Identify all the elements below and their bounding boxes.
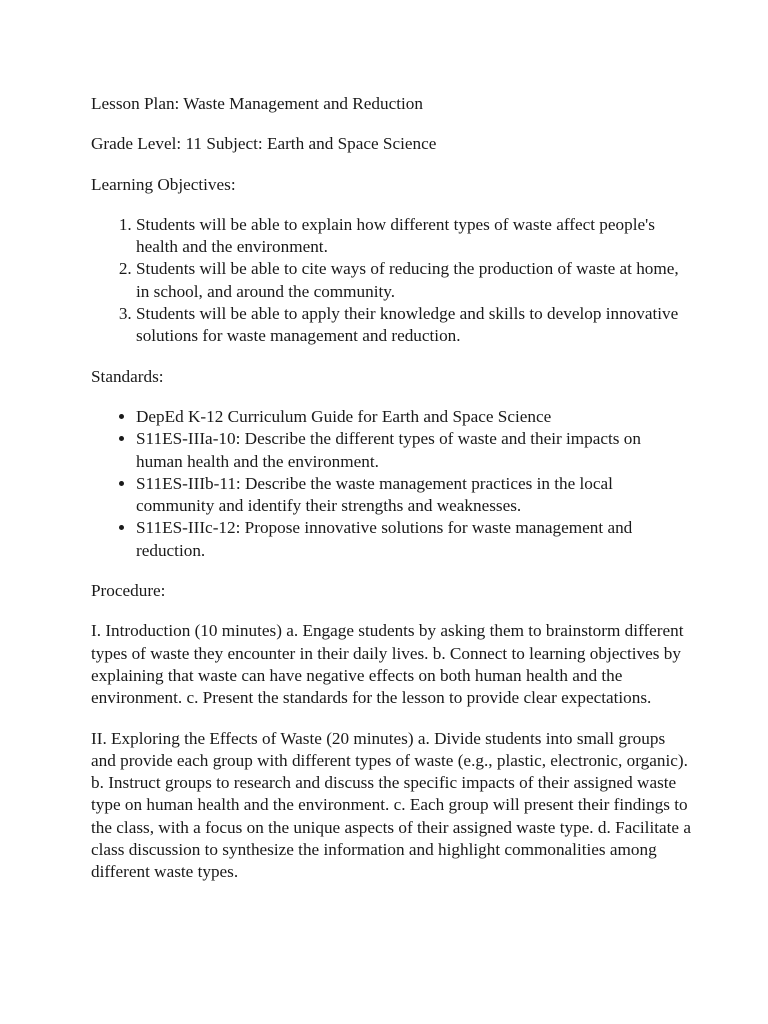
list-item: • DepEd K-12 Curriculum Guide for Earth and Space Science: [136, 406, 691, 428]
procedure-introduction: I. Introduction (10 minutes) a. Engage students by asking them to brainstorm different types of waste they encounter in their daily lives. b. Connect to learning objectives by explaining that waste can have negative effects on both human health and the environment. c. Present the standards for the lesson to provide clear expectations.: [91, 621, 684, 708]
list-item: • S11ES-IIIa-10: Describe the different types of waste and their impacts on human health and the environment.: [136, 428, 691, 473]
list-item: • S11ES-IIIc-12: Propose innovative solutions for waste management and reduction.: [136, 517, 691, 562]
list-item: 2. Students will be able to cite ways of reducing the production of waste at home, in school, and around the community.: [136, 258, 691, 303]
standards-heading: Standards:: [91, 366, 164, 386]
lesson-plan-document: [91, 93, 691, 884]
list-item: 1. Students will be able to explain how different types of waste affect people's health and the environment.: [136, 214, 691, 259]
procedure-heading: Procedure:: [91, 581, 166, 601]
document-title: Lesson Plan: Waste Management and Reduction: [91, 94, 423, 113]
objectives-list: [91, 214, 691, 348]
grade-subject-line: Grade Level: 11 Subject: Earth and Space Science: [91, 134, 437, 154]
standards-list: [91, 406, 691, 562]
list-item: 3. Students will be able to apply their knowledge and skills to develop innovative solutions for waste management and reduction.: [136, 303, 691, 348]
list-item: • S11ES-IIIb-11: Describe the waste management practices in the local community and identify their strengths and weaknesses.: [136, 473, 691, 518]
procedure-exploring-effects: II. Exploring the Effects of Waste (20 minutes) a. Divide students into small groups and provide each group with different types of waste (e.g., plastic, electronic, organic). b. Instruct groups to research and discuss the specific impacts of their assigned waste type on human health and the environment. c. Each group will present their findings to the class, with a focus on the unique aspects of their assigned waste type. d. Facilitate a class discussion to synthesize the information and highlight commonalities among different waste types.: [91, 728, 691, 882]
objectives-heading: Learning Objectives:: [91, 174, 236, 194]
